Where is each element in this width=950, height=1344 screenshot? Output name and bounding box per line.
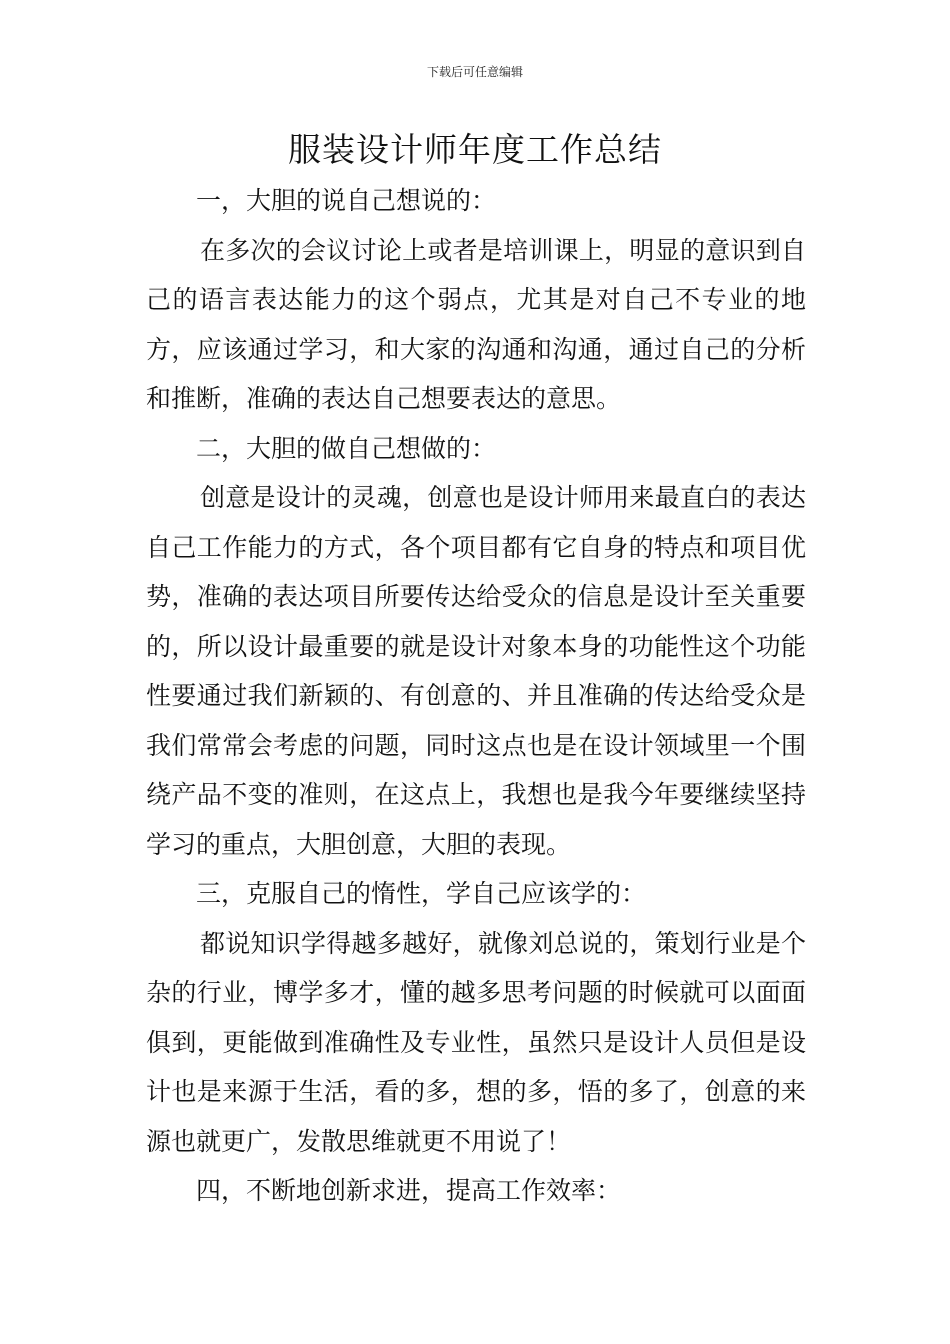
section-heading-3: 三，克服自己的惰性，学自己应该学的：	[196, 879, 647, 908]
section-heading-4: 四，不断地创新求进，提高工作效率：	[196, 1176, 622, 1205]
section-heading-2: 二，大胆的做自己想做的：	[196, 433, 497, 463]
section-paragraph-2: 创意是设计的灵魂，创意也是设计师用来最直白的表达自己工作能力的方式，各个项目都有它自身的特点和项目优势，准确的表达项目所要传达给受众的信息是设计至关重要的，所以设计最重要的就是设计对象本身的功能性这个功能性要通过我们新颖的、有创意的、并且准确的传达给受众是我们常常会考虑的问题，同时这点也是在设计领域里一个围绕产品不变的准则，在这点上，我想也是我今年要继续坚持学习的重点，大胆创意，大胆的表现。	[146, 483, 806, 859]
document-body	[146, 176, 806, 1216]
section-paragraph-1: 在多次的会议讨论上或者是培训课上，明显的意识到自己的语言表达能力的这个弱点，尤其是对自己不专业的地方，应该通过学习，和大家的沟通和沟通，通过自己的分析和推断，准确的表达自己想要表达的意思。	[146, 235, 806, 413]
section-heading-1: 一，大胆的说自己想说的：	[196, 186, 497, 215]
header-note: 下载后可任意编辑	[426, 65, 523, 79]
section-paragraph-3: 都说知识学得越多越好，就像刘总说的，策划行业是个杂的行业，博学多才，懂的越多思考问题的时候就可以面面俱到，更能做到准确性及专业性，虽然只是设计人员但是设计也是来源于生活，看的多，想的多，悟的多了，创意的来源也就更广，发散思维就更不用说了！	[146, 928, 806, 1156]
document-title: 服装设计师年度工作总结	[288, 130, 662, 169]
